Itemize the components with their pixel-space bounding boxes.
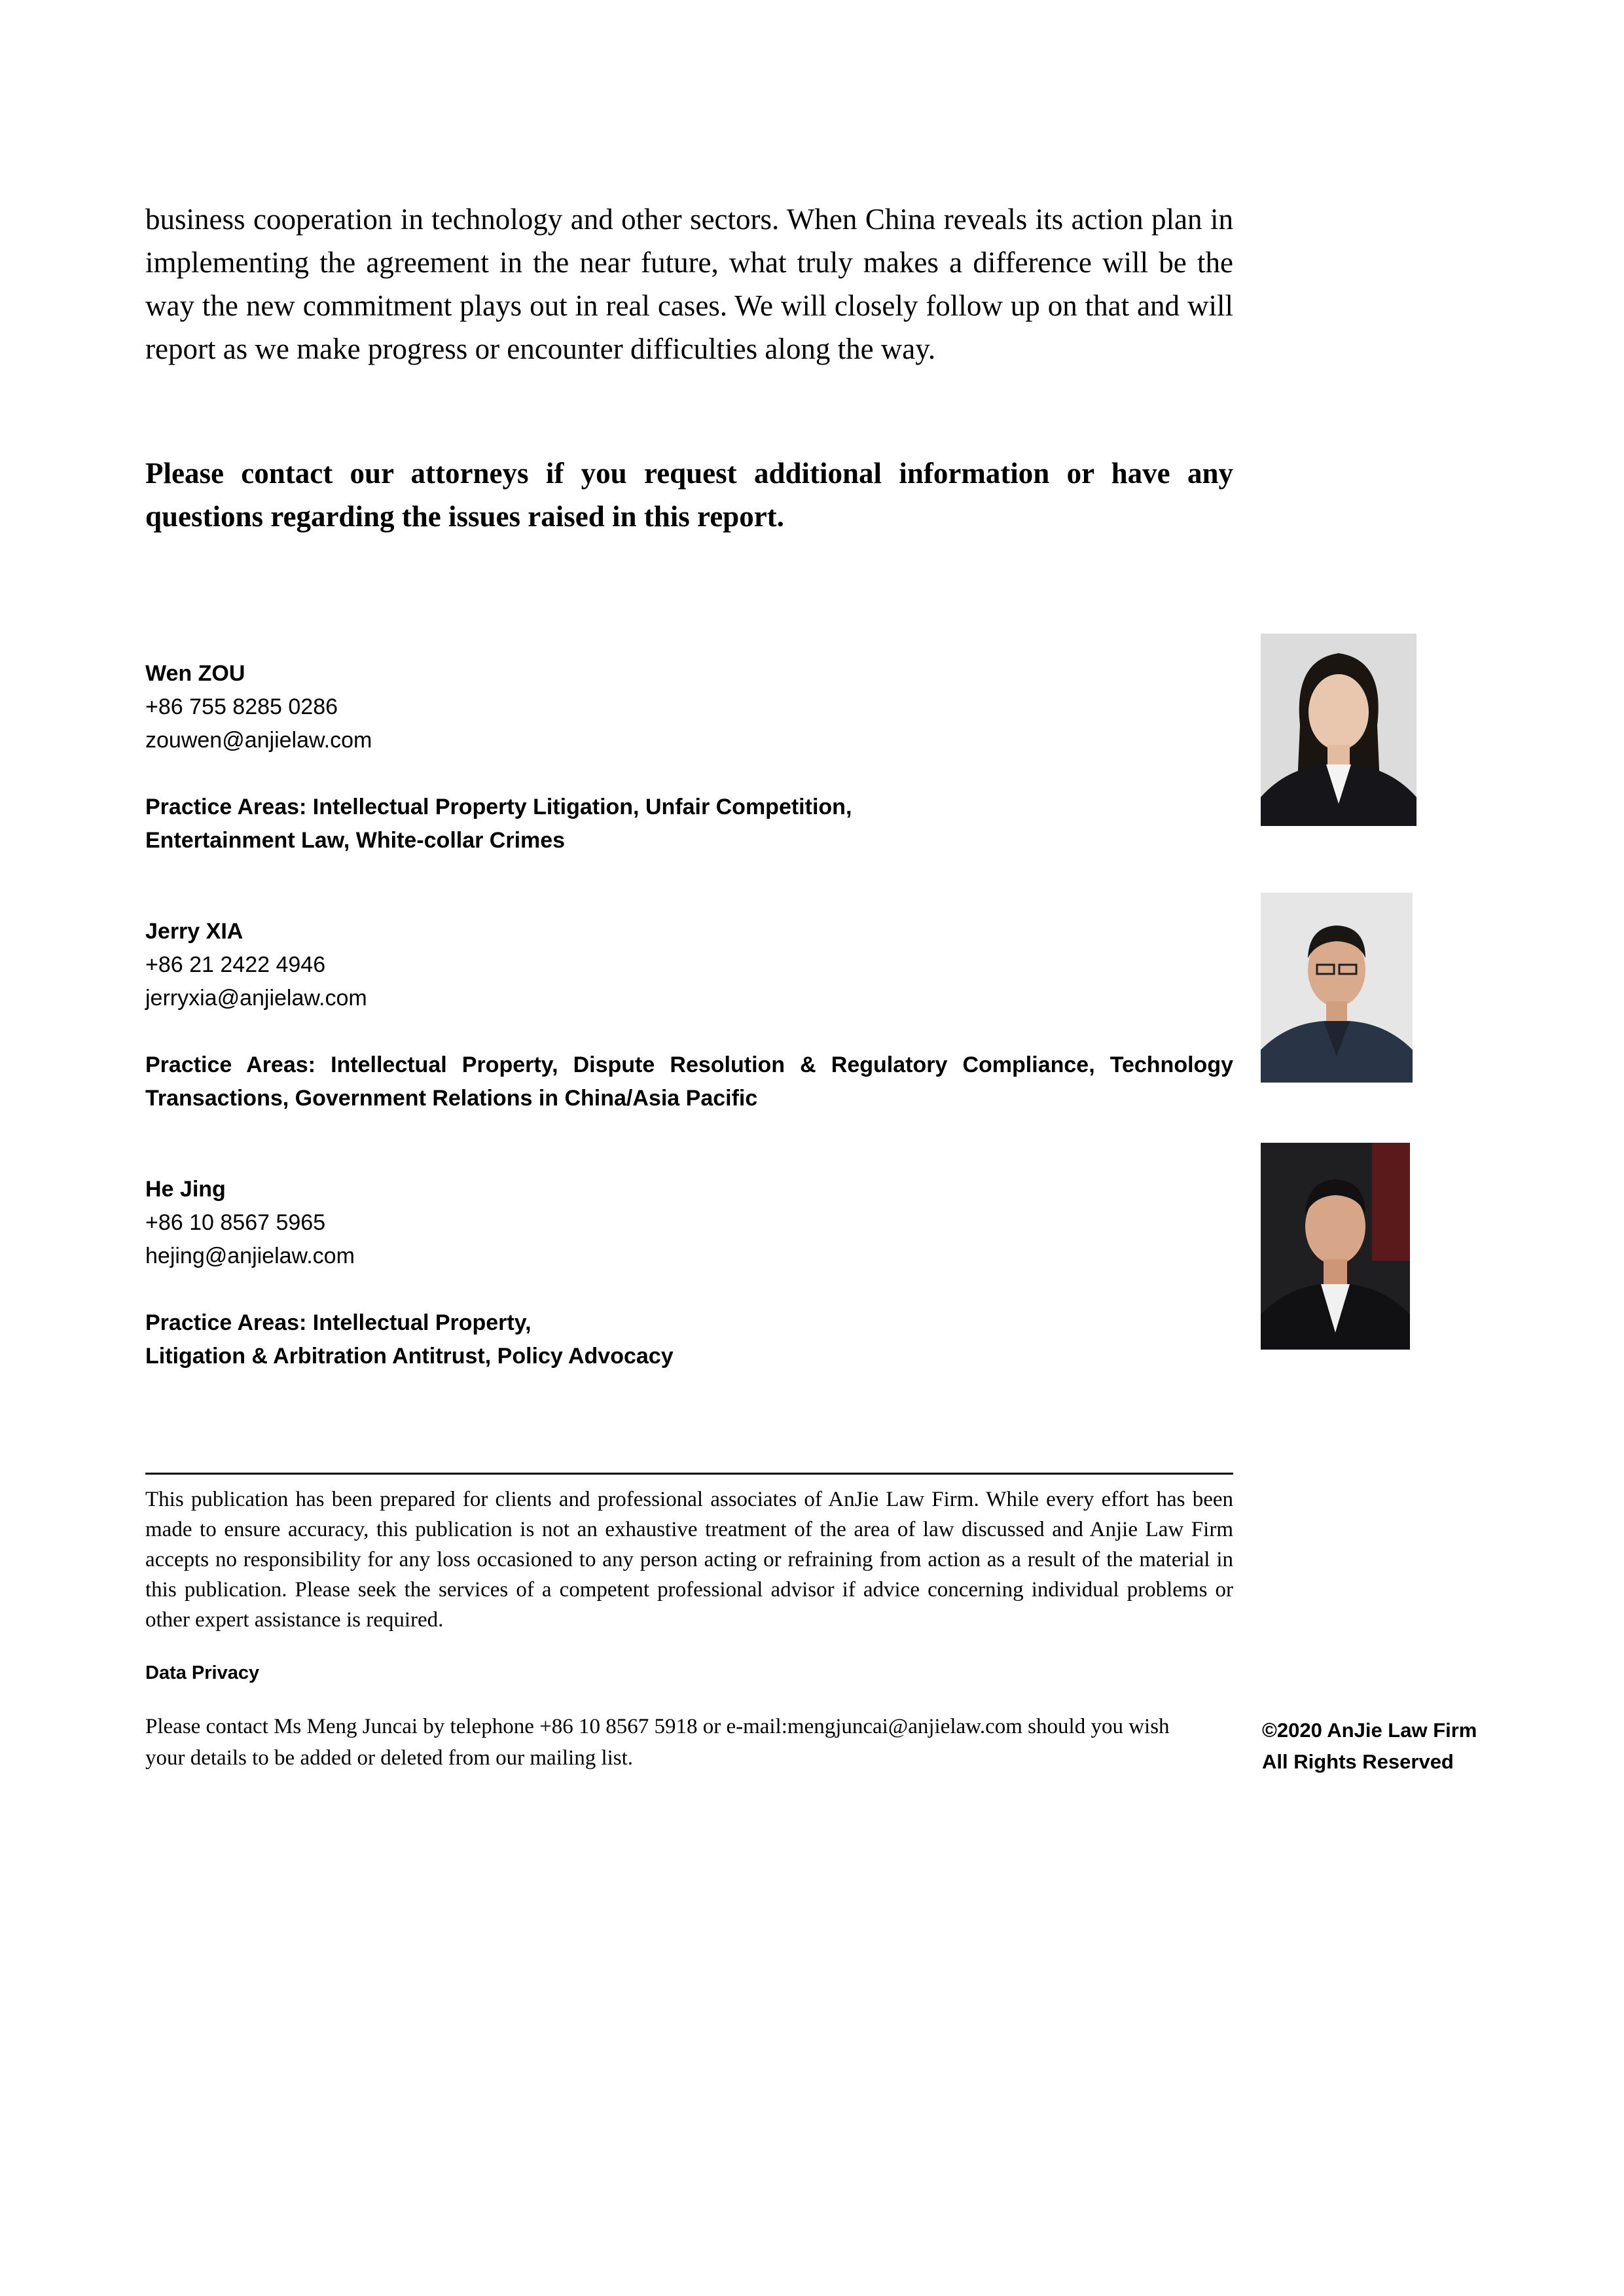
disclaimer-text: This publication has been prepared for clients and professional associates of AnJie Law Firm. While every effort has been made to ensure accuracy, this publication is not an exhaustive treatment of the area of law discussed and Anjie Law Firm accepts no responsibility for any loss occasioned to any person acting or refraining from action as a result of the material in this publication. Please seek the services of a competent professional advisor if advice concerning individual problems or other expert assistance is required. bbox=[145, 1488, 1233, 1632]
practice-areas-line: Practice Areas: Intellectual Property, Dispute Resolution & Regulatory Compliance, Technology bbox=[145, 1052, 1233, 1077]
contact-name: Wen ZOU bbox=[145, 661, 245, 686]
portrait-photo bbox=[1261, 634, 1416, 826]
portrait-photo bbox=[1261, 893, 1413, 1083]
contact-card bbox=[145, 657, 1233, 857]
copyright-notice bbox=[1262, 1715, 1477, 1778]
copyright-line: ©2020 AnJie Law Firm bbox=[1262, 1719, 1477, 1742]
footer-divider bbox=[145, 1473, 1233, 1475]
contact-email[interactable]: jerryxia@anjielaw.com bbox=[145, 986, 367, 1011]
practice-areas bbox=[145, 1306, 1233, 1373]
contact-email[interactable]: hejing@anjielaw.com bbox=[145, 1244, 355, 1268]
data-privacy-line: your details to be added or deleted from our mailing list. bbox=[145, 1746, 634, 1770]
contact-card bbox=[145, 1173, 1233, 1373]
contact-name: He Jing bbox=[145, 1177, 226, 1202]
practice-areas bbox=[145, 1049, 1233, 1115]
contact-phone: +86 10 8567 5965 bbox=[145, 1210, 326, 1235]
contact-phone: +86 21 2422 4946 bbox=[145, 952, 326, 977]
data-privacy-line: Please contact Ms Meng Juncai by telephone +86 10 8567 5918 or e-mail:mengjuncai@anjielaw.com should you wish bbox=[145, 1715, 1170, 1738]
copyright-line: All Rights Reserved bbox=[1262, 1750, 1454, 1773]
practice-areas-line: Entertainment Law, White-collar Crimes bbox=[145, 828, 566, 853]
contact-name: Jerry XIA bbox=[145, 919, 244, 944]
contact-card bbox=[145, 915, 1233, 1115]
data-privacy-text bbox=[145, 1711, 1219, 1774]
contact-email[interactable]: zouwen@anjielaw.com bbox=[145, 728, 372, 753]
practice-areas-line: Litigation & Arbitration Antitrust, Policy Advocacy bbox=[145, 1344, 674, 1369]
contact-phone: +86 755 8285 0286 bbox=[145, 694, 338, 719]
intro-paragraph: business cooperation in technology and other sectors. When China reveals its action plan in implementing the agreement in the near future, what truly makes a difference will be the way the new commitment plays out in real cases. We will closely follow up on that and will report as we make progress or encounter difficulties along the way. bbox=[145, 203, 1233, 365]
practice-areas bbox=[145, 791, 1233, 857]
portrait-photo bbox=[1261, 1143, 1410, 1350]
contact-prompt: Please contact our attorneys if you request additional information or have any questions regarding the issues raised in this report. bbox=[145, 457, 1233, 533]
practice-areas-line: Practice Areas: Intellectual Property, bbox=[145, 1310, 532, 1335]
practice-areas-line: Transactions, Government Relations in China/Asia Pacific bbox=[145, 1086, 758, 1111]
practice-areas-line: Practice Areas: Intellectual Property Litigation, Unfair Competition, bbox=[145, 795, 852, 819]
data-privacy-heading: Data Privacy bbox=[145, 1662, 260, 1683]
